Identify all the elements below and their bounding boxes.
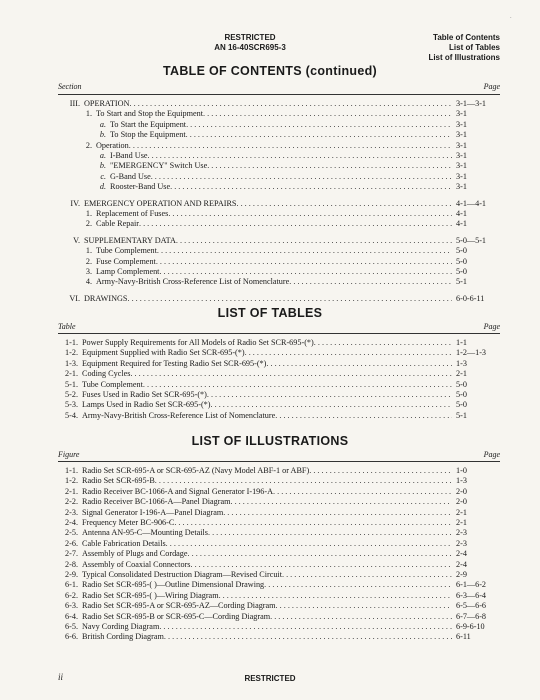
entry-title: Signal Generator I-196-A—Panel Diagram [82,507,224,517]
toc-entry [58,98,500,109]
table-entry [58,410,500,421]
illustration-entry [58,517,500,528]
toc-rule [58,94,500,95]
toc-entry [84,150,500,161]
entry-page: 3-1 [456,140,467,150]
entry-page: 5-1 [456,277,467,287]
entry-label: III. [69,99,80,108]
entry-page: 5-0 [456,400,467,410]
dot-leader [270,611,452,622]
entry-title: Equipment Supplied with Radio Set SCR-695-(*) [82,348,245,358]
dot-leader [164,631,452,642]
dot-leader [127,293,452,304]
entry-title: Equipment Required for Testing Radio Set SCR-695-(*) [82,358,267,368]
dot-leader [130,98,453,109]
entry-label: 1. [85,246,92,256]
entry-label: d. [99,182,106,192]
table-entry [58,399,500,410]
toc-entry [58,198,500,209]
entry-page: 2-3 [456,528,467,538]
illustrations-heading: LIST OF ILLUSTRATIONS [191,434,349,448]
entry-label: 6-1. [65,580,78,590]
illustration-entry [58,611,500,622]
dot-leader [139,218,452,229]
entry-title: British Cording Diagram [82,632,164,642]
entry-label: 4. [85,277,92,287]
dot-leader [309,465,452,476]
dot-leader [264,579,452,590]
header-right [428,33,500,63]
entry-label: c. [100,171,106,181]
entry-label: 2-6. [65,538,78,548]
entry-title: Radio Set SCR-695-B or SCR-695-C—Cording Diagram [82,611,271,621]
entry-label: IV. [70,198,80,208]
entry-label: 6-2. [65,590,78,600]
entry-page: 4-1—4-1 [456,198,487,208]
tables-col-page: Page [483,322,500,331]
table-entry [58,358,500,369]
dot-leader [275,410,452,421]
entry-page: 6-0-6-11 [456,293,485,303]
entry-label: V. [73,235,80,245]
entry-title: Radio Set SCR-695-A or SCR-695-AZ (Navy Model ABF-1 or ABF) [82,466,310,475]
dot-leader [207,160,452,171]
entry-title: DRAWINGS [84,293,128,303]
entry-label: 2-1. [65,369,78,379]
entry-page: 6-11 [456,632,471,642]
entry-title: Frequency Meter BC-906-C [82,518,175,527]
dot-leader [168,208,452,219]
dot-leader [282,569,452,580]
entry-page: 6-3—6-4 [456,590,487,600]
entry-label: 2-4. [65,518,78,527]
dot-leader [166,538,452,549]
dot-leader [223,507,452,518]
illustration-entry [58,600,500,611]
entry-page: 6-1—6-2 [456,580,487,590]
header-right-line: List of Tables [449,43,500,52]
illustration-entry [58,507,500,518]
entry-title: Assembly of Plugs and Cordage [82,549,188,559]
entry-title: Radio Set SCR-695-( )—Outline Dimensional Drawing [82,580,265,590]
dot-leader [230,496,452,507]
table-entry [58,368,500,379]
toc-entry [70,208,500,219]
dot-leader [176,235,452,246]
illustrations-col-figure: Figure [58,450,80,459]
entry-title: Lamp Complement [96,267,160,276]
entry-label: 2-7. [65,549,78,559]
entry-title: Antenna AN-95-C—Mounting Details [82,528,208,538]
dot-leader [159,621,452,632]
table-entry [58,379,500,390]
entry-page: 5-0—5-1 [456,235,487,245]
dot-leader [186,119,452,130]
entry-label: 1-1. [65,466,78,475]
header-classification: RESTRICTED [224,33,276,42]
entry-label: 2. [85,219,92,229]
entry-page: 2-9 [456,570,467,579]
entry-page: 3-1 [456,119,467,129]
footer-classification: RESTRICTED [244,674,296,683]
entry-title: "EMERGENCY" Switch Use [110,161,208,171]
dot-leader [159,266,452,277]
header-doc-number: AN 16-40SCR695-3 [214,43,286,52]
toc-col-section: Section [58,82,82,91]
entry-page: 5-0 [456,246,467,256]
entry-label: 2-5. [65,528,78,538]
toc-entry [58,293,500,304]
entry-label: 1-3. [65,358,78,368]
entry-label: 2-2. [65,497,78,507]
entry-page: 2-0 [456,497,467,507]
entry-label: 2-1. [65,486,78,496]
toc-entry [70,140,500,151]
entry-page: 5-0 [456,390,467,399]
tables-heading: LIST OF TABLES [217,306,323,320]
entry-page: 2-4 [456,549,467,559]
entry-page: 4-1 [456,219,467,229]
entry-page: 4-1 [456,209,467,218]
entry-page: 1-1 [456,338,467,347]
entry-label: 2. [85,256,92,266]
entry-label: 1-2. [65,476,78,486]
entry-page: 3-1 [456,109,467,119]
entry-label: 5-3. [65,400,78,410]
illustration-entry [58,548,500,559]
tables-col-table: Table [58,322,76,331]
illustration-entry [58,527,500,538]
header-right-line: Table of Contents [433,33,500,42]
entry-label: b. [99,130,106,140]
entry-title: Replacement of Fuses [96,209,169,218]
entry-label: a. [99,119,106,129]
toc-entry [58,235,500,246]
entry-label: 6-3. [65,601,78,611]
illustration-entry [58,569,500,580]
entry-title: Army-Navy-British Cross-Reference List of Nomenclature [82,410,276,420]
entry-title: Tube Complement [82,379,143,389]
entry-page: 6-9-6-10 [456,622,485,631]
dot-leader [314,337,452,348]
entry-page: 5-0 [456,379,467,389]
entry-title: Radio Set SCR-695-( )—Wiring Diagram [82,590,219,600]
toc-entry [70,266,500,277]
toc-entry [70,108,500,119]
dot-leader [208,527,452,538]
entry-label: 6-6. [65,632,78,642]
entry-page: 3-1 [456,151,467,160]
entry-title: Operation [96,140,129,150]
entry-title: OPERATION [84,99,130,108]
entry-page: 1-0 [456,466,467,475]
dot-leader [157,245,452,256]
entry-page: 5-0 [456,267,467,276]
entry-page: 2-0 [456,486,467,496]
dot-leader [155,475,452,486]
toc-entry [84,129,500,140]
dot-leader [188,548,452,559]
entry-title: To Stop the Equipment [110,130,186,140]
illustration-entry [58,538,500,549]
dot-leader [186,129,452,140]
toc-entry [70,218,500,229]
entry-label: 5-4. [65,410,78,420]
dot-leader [289,276,452,287]
entry-page: 2-1 [456,507,467,517]
entry-page: 5-0 [456,256,467,266]
entry-page: 6-5—6-6 [456,601,487,611]
entry-label: 6-5. [65,622,78,631]
entry-label: 2-9. [65,570,78,579]
header-right-line: List of Illustrations [428,53,500,62]
entry-page: 2-3 [456,538,467,548]
entry-title: EMERGENCY OPERATION AND REPAIRS [84,198,237,208]
entry-title: Radio Receiver BC-1066-A and Signal Generator I-196-A [82,486,273,496]
entry-title: Radio Set SCR-695-A or SCR-695-AZ—Cording Diagram [82,601,276,611]
dot-leader [211,399,453,410]
dot-leader [266,358,452,369]
entry-page: 2-4 [456,559,467,569]
header-center [180,33,320,53]
entry-title: Cable Repair [96,219,139,229]
entry-page: 2-1 [456,369,467,379]
entry-title: Tube Complement [96,246,157,256]
table-entry [58,389,500,400]
dot-leader [130,368,452,379]
entry-page: 3-1 [456,171,467,181]
entry-label: 5-1. [65,379,78,389]
entry-page: 3-1 [456,161,467,171]
table-entry [58,347,500,358]
entry-page: 6-7—6-8 [456,611,487,621]
entry-label: 2-8. [65,559,78,569]
entry-page: 3-1 [456,130,467,140]
illustration-entry [58,475,500,486]
table-entry [58,337,500,348]
entry-title: Army-Navy-British Cross-Reference List of Nomenclature [96,277,290,287]
entry-label: 1. [85,109,92,119]
illustration-entry [58,579,500,590]
dot-leader [143,379,452,390]
illustration-entry [58,496,500,507]
toc-entry [70,276,500,287]
dot-leader [276,600,452,611]
toc-entry [70,256,500,267]
illustrations-rule [58,461,500,462]
entry-label: a. [99,151,106,160]
illustration-entry [58,486,500,497]
entry-title: G-Band Use [110,171,151,181]
dot-leader [170,181,452,192]
entry-page: 1-2—1-3 [456,348,487,358]
illustration-entry [58,631,500,642]
dot-leader [273,486,452,497]
entry-page: 3-1 [456,182,467,192]
entry-page: 5-1 [456,410,467,420]
entry-label: VI. [69,293,80,303]
toc-col-page: Page [483,82,500,91]
entry-label: 2-3. [65,507,78,517]
entry-label: 2. [85,140,92,150]
entry-title: Power Supply Requirements for All Models of Radio Set SCR-695-(*) [82,338,314,347]
corner-mark: · [509,14,512,22]
dot-leader [129,140,452,151]
entry-title: Lamps Used in Radio Set SCR-695-(*) [82,400,211,410]
entry-label: b. [99,161,106,171]
entry-label: 6-4. [65,611,78,621]
entry-title: Radio Set SCR-695-B [82,476,155,486]
entry-title: Cable Fabrication Details [82,538,166,548]
dot-leader [156,256,452,267]
illustration-entry [58,465,500,476]
entry-page: 1-3 [456,358,467,368]
entry-title: Typical Consolidated Destruction Diagram—Revised Circuit [82,570,282,579]
illustration-entry [58,590,500,601]
illustration-entry [58,559,500,570]
illustrations-col-page: Page [483,450,500,459]
entry-title: Rooster-Band Use [110,182,171,192]
dot-leader [148,150,452,161]
dot-leader [236,198,452,209]
toc-entry [84,171,500,182]
entry-title: To Start and Stop the Equipment [96,109,203,119]
entry-page: 2-1 [456,518,467,527]
entry-label: 1-1. [65,338,78,347]
entry-title: To Start the Equipment [110,119,187,129]
dot-leader [174,517,452,528]
toc-entry [70,245,500,256]
dot-leader [245,347,452,358]
dot-leader [207,389,452,400]
toc-entry [84,181,500,192]
entry-label: 1. [85,209,92,218]
toc-heading: TABLE OF CONTENTS (continued) [162,64,377,78]
entry-title: Radio Receiver BC-1066-A—Panel Diagram [82,497,231,507]
illustration-entry [58,621,500,632]
entry-title: Coding Cycles [82,369,131,379]
entry-title: Assembly of Coaxial Connectors [82,559,191,569]
page-number: ii [58,672,64,682]
entry-title: SUPPLEMENTARY DATA [84,235,176,245]
dot-leader [219,590,452,601]
dot-leader [151,171,452,182]
entry-page: 3-1—3-1 [456,99,487,108]
dot-leader [203,108,452,119]
entry-label: 5-2. [65,390,78,399]
entry-page: 1-3 [456,476,467,486]
entry-title: I-Band Use [110,151,148,160]
toc-entry [84,119,500,130]
entry-title: Navy Cording Diagram [82,622,160,631]
entry-label: 1-2. [65,348,78,358]
entry-title: Fuses Used in Radio Set SCR-695-(*) [82,390,207,399]
entry-label: 3. [85,267,92,276]
entry-title: Fuse Complement [96,256,156,266]
tables-rule [58,333,500,334]
toc-entry [84,160,500,171]
dot-leader [190,559,452,570]
